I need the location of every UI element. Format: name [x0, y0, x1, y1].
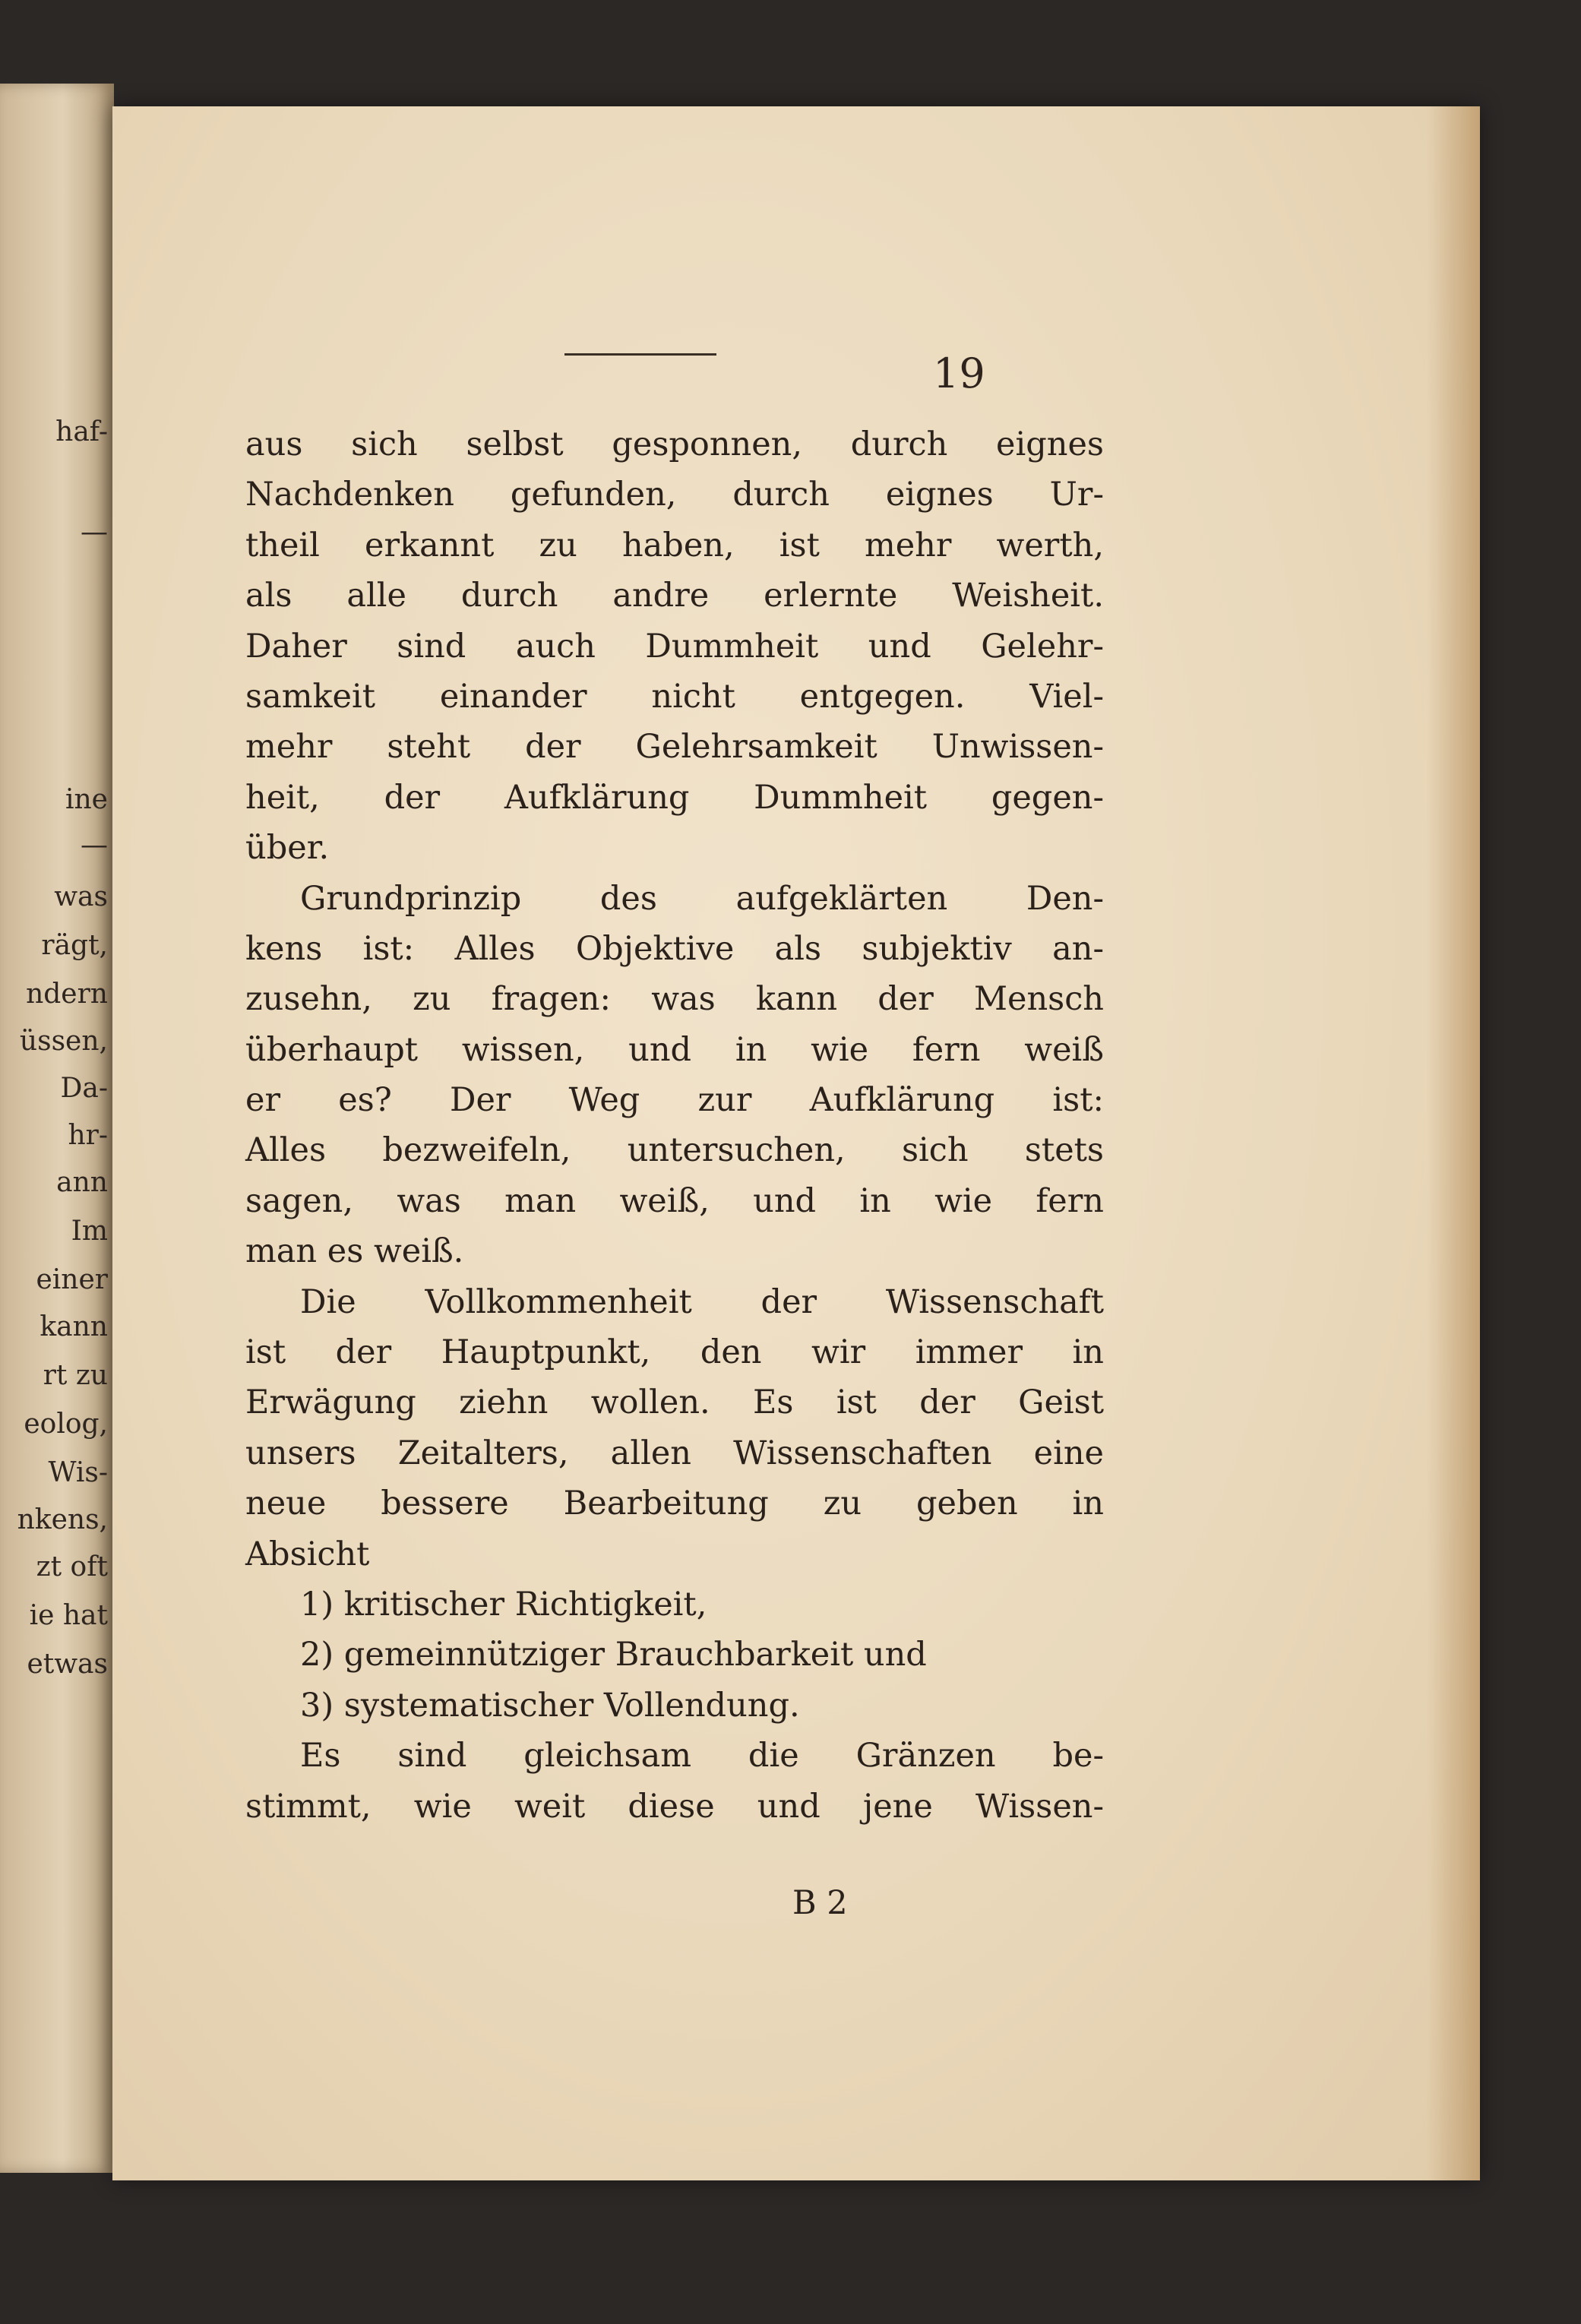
- left-page-fragment: —: [81, 517, 108, 548]
- left-page-fragment: ie hat: [29, 1600, 108, 1631]
- text-line: Die Vollkommenheit der Wissenschaft: [300, 1282, 1104, 1321]
- text-line: 2) gemeinnütziger Brauchbarkeit und: [300, 1636, 927, 1674]
- left-page-fragment: Wis-: [48, 1457, 108, 1488]
- left-page-fragment: Im: [71, 1216, 108, 1247]
- header-rule: [564, 353, 716, 356]
- left-page-fragment: kann: [40, 1311, 108, 1342]
- book-page: [112, 106, 1480, 2180]
- text-line: sagen, was man weiß, und in wie fern: [245, 1181, 1104, 1220]
- body-text: [245, 419, 1104, 1832]
- text-line: aus sich selbst gesponnen, durch eignes: [245, 425, 1104, 463]
- text-line: als alle durch andre erlernte Weisheit.: [245, 577, 1104, 615]
- text-line: ist der Hauptpunkt, den wir immer in: [245, 1333, 1104, 1372]
- text-line: überhaupt wissen, und in wie fern weiß: [245, 1030, 1104, 1069]
- text-line: Es sind gleichsam die Gränzen be-: [300, 1737, 1104, 1775]
- left-page-fragment: eolog,: [24, 1409, 108, 1440]
- text-line: theil erkannt zu haben, ist mehr werth,: [245, 526, 1104, 564]
- left-page-fragment: hr-: [68, 1120, 108, 1151]
- text-line: mehr steht der Gelehrsamkeit Unwissen-: [245, 728, 1104, 767]
- text-line: heit, der Aufklärung Dummheit gegen-: [245, 778, 1104, 817]
- text-line: Absicht: [245, 1535, 370, 1573]
- text-line: man es weiß.: [245, 1232, 464, 1271]
- text-line: über.: [245, 829, 330, 868]
- left-page-fragment: —: [81, 830, 108, 861]
- text-line: 3) systematischer Vollendung.: [300, 1686, 800, 1725]
- text-line: samkeit einander nicht entgegen. Viel-: [245, 677, 1104, 716]
- left-page-fragment: was: [54, 881, 108, 912]
- text-line: Daher sind auch Dummheit und Gelehr-: [245, 627, 1104, 666]
- text-line: Erwägung ziehn wollen. Es ist der Geist: [245, 1383, 1104, 1422]
- left-page-fragment: etwas: [27, 1649, 108, 1680]
- text-line: 1) kritischer Richtigkeit,: [300, 1585, 707, 1624]
- text-line: zusehn, zu fragen: was kann der Mensch: [245, 980, 1104, 1019]
- text-line: stimmt, wie weit diese und jene Wissen-: [245, 1787, 1104, 1826]
- left-page-fragment: ndern: [26, 979, 108, 1010]
- left-page-fragment: ann: [56, 1167, 108, 1198]
- signature-mark: B 2: [792, 1884, 848, 1922]
- left-page-fragment: ine: [65, 784, 108, 815]
- text-line: er es? Der Weg zur Aufklärung ist:: [245, 1081, 1104, 1120]
- text-line: Nachdenken gefunden, durch eignes Ur-: [245, 476, 1104, 514]
- left-page-fragment: rt zu: [43, 1360, 108, 1391]
- left-page-fragment: rägt,: [41, 930, 108, 961]
- left-page-fragment: zt oft: [36, 1551, 108, 1583]
- text-line: Alles bezweifeln, untersuchen, sich stets: [245, 1131, 1104, 1170]
- text-line: unsers Zeitalters, allen Wissenschaften eine: [245, 1434, 1104, 1472]
- text-line: neue bessere Bearbeitung zu geben in: [245, 1485, 1104, 1523]
- left-page-fragment: nkens,: [17, 1504, 108, 1535]
- text-line: Grundprinzip des aufgeklärten Den-: [300, 879, 1104, 918]
- left-page-edge: [0, 84, 114, 2173]
- text-line: kens ist: Alles Objektive als subjektiv an-: [245, 929, 1104, 968]
- left-page-fragment: haf-: [55, 416, 108, 447]
- left-page-fragment: Da-: [60, 1073, 108, 1104]
- page-number: 19: [933, 349, 985, 397]
- left-page-fragment: üssen,: [19, 1026, 108, 1057]
- left-page-fragment: einer: [36, 1264, 108, 1295]
